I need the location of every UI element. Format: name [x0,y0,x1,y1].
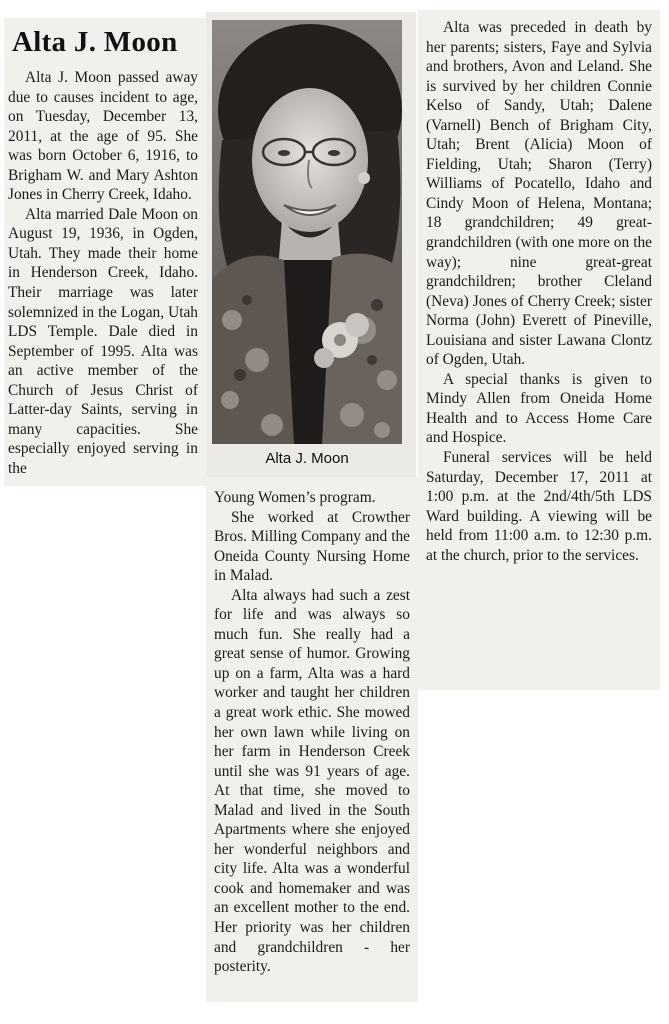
paragraph: Funeral services will be held Saturday, December 17, 2011 at 1:00 p.m. at the 2nd/4th/5th LDS Ward building. A viewing will be held from 11:00 a.m. to 12:30 p.m. at the church, prior to the services. [426,449,652,564]
paragraph: Alta always had such a zest for life and was always so much fun. She really had a great sense of humor. Growing up on a farm, Alta was a hard worker and taught her children a great work ethic. She mowed her own lawn while living on her farm in Henderson Creek until she was 91 years of age. At that time, she moved to Malad and lived in the South Apartments where she enjoyed her wonderful neighbors and city life. Alta was a wonderful cook and homemaker and was an excellent mother to the end. Her priority was her children and grandchildren - her posterity. [214,586,410,976]
text-column-1 [8,68,198,478]
portrait-photo [212,20,402,444]
text-column-2 [214,488,410,977]
paragraph: Alta married Dale Moon on August 19, 1936, in Ogden, Utah. They made their home in Henderson Creek, Idaho. Their marriage was later solemnized in the Logan, Utah LDS Temple. Dale died in September of 1995. Alta was an active member of the Church of Jesus Christ of Latter-day Saints, serving in many capacities. She especially enjoyed serving in the [8,205,198,477]
obituary-headline: Alta J. Moon [12,26,178,58]
paragraph: Young Women’s program. [214,489,376,506]
paragraph: Alta was preceded in death by her parents; sisters, Faye and Sylvia and brothers, Avon and Leland. She is survived by her children Connie Kelso of Sandy, Utah; Dalene (Varnell) Bench of Brigham City, Utah; Brent (Alicia) Moon of Fielding, Utah; Sharon (Terry) Williams of Pocatello, Idaho and Cindy Moon of Helena, Montana; 18 grandchildren; 49 great-grandchildren (with one more on the way); nine great-great grandchildren; brother Cleland (Neva) Jones of Cherry Creek; sister Norma (John) Everett of Pineville, Louisiana and sister Lawana Clontz of Ogden, Utah. [426,19,652,369]
paragraph: A special thanks is given to Mindy Allen from Oneida Home Health and to Access Home Care and Hospice. [426,370,652,447]
paragraph: She worked at Crowther Bros. Milling Company and the Oneida County Nursing Home in Malad. [214,508,410,585]
photo-caption: Alta J. Moon [265,450,349,467]
paragraph: Alta J. Moon passed away due to causes incident to age, on Tuesday, December 13, 2011, at the age of 95. She was born October 6, 1916, to Brigham W. and Mary Ashton Jones in Cherry Creek, Idaho. [8,69,198,204]
portrait-illustration [212,20,402,444]
text-column-3 [426,18,652,565]
